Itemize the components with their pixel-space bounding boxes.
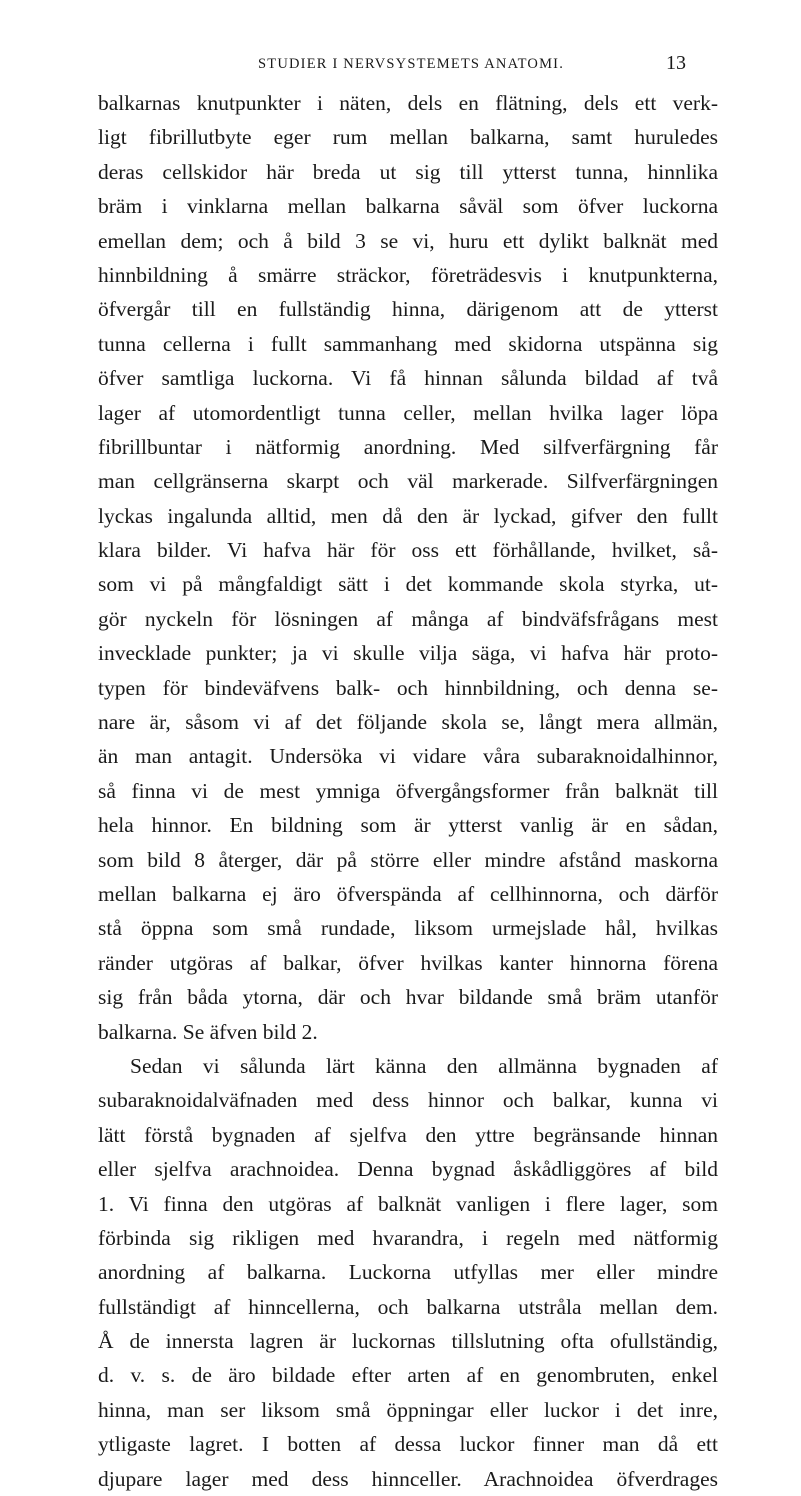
text-line: djupare lager med dess hinnceller. Arachnoidea öfverdrages [98, 1466, 718, 1491]
text-line: fullständigt af hinncellerna, och balkarna utstråla mellan dem. [98, 1294, 718, 1319]
text-line: hinnbildning å smärre sträckor, företrädesvis i knutpunkterna, [98, 262, 718, 287]
text-line: invecklade punkter; ja vi skulle vilja säga, vi hafva här proto- [98, 641, 718, 666]
text-line: stå öppna som små rundade, liksom urmejslade hål, hvilkas [98, 916, 718, 941]
text-line: fibrillbuntar i nätformig anordning. Med silfverfärgning får [98, 434, 718, 459]
text-line: typen för bindeväfvens balk- och hinnbildning, och denna se- [98, 675, 718, 700]
body-text [98, 86, 718, 1496]
text-line: balkarna. Se äfven bild 2. [98, 1019, 318, 1044]
text-line: ligt fibrillutbyte eger rum mellan balkarna, samt huruledes [98, 125, 718, 150]
text-line: man cellgränserna skarpt och väl markerade. Silfverfärgningen [98, 469, 718, 494]
text-line: 1. Vi finna den utgöras af balknät vanligen i flere lager, som [98, 1191, 718, 1216]
text-line: öfver samtliga luckorna. Vi få hinnan sålunda bildad af två [98, 366, 718, 391]
text-line: hela hinnor. En bildning som är ytterst vanlig är en sådan, [98, 813, 718, 838]
text-line: gör nyckeln för lösningen af många af bindväfsfrågans mest [98, 606, 718, 631]
text-line: ränder utgöras af balkar, öfver hvilkas kanter hinnorna förena [98, 950, 718, 975]
text-line: anordning af balkarna. Luckorna utfyllas mer eller mindre [98, 1260, 718, 1285]
text-line: Å de innersta lagren är luckornas tillslutning ofta ofullständig, [98, 1329, 718, 1354]
page-number: 13 [666, 52, 686, 74]
text-line: ytligaste lagret. I botten af dessa luckor finner man då ett [98, 1432, 718, 1457]
text-line: d. v. s. de äro bildade efter arten af en genombruten, enkel [98, 1363, 718, 1388]
text-line: så finna vi de mest ymniga öfvergångsformer från balknät till [98, 778, 718, 803]
text-line: lyckas ingalunda alltid, men då den är lyckad, gifver den fullt [98, 503, 718, 528]
running-title: STUDIER I NERVSYSTEMETS ANATOMI. [258, 56, 565, 72]
text-line: som vi på mångfaldigt sätt i det kommande skola styrka, ut- [98, 572, 718, 597]
text-line: deras cellskidor här breda ut sig till ytterst tunna, hinnlika [98, 159, 718, 184]
text-line: än man antagit. Undersöka vi vidare våra subaraknoidalhinnor, [98, 744, 718, 769]
text-line: eller sjelfva arachnoidea. Denna bygnad åskådliggöres af bild [98, 1157, 718, 1182]
text-line: balkarnas knutpunkter i näten, dels en flätning, dels ett verk- [98, 91, 718, 115]
text-line: lätt förstå bygnaden af sjelfva den yttre begränsande hinnan [98, 1122, 718, 1147]
text-line: som bild 8 återger, där på större eller mindre afstånd maskorna [98, 847, 718, 872]
text-line: emellan dem; och å bild 3 se vi, huru ett dylikt balknät med [98, 228, 718, 253]
running-head [0, 52, 801, 80]
text-line: nare är, såsom vi af det följande skola se, långt mera allmän, [98, 710, 718, 735]
text-line: mellan balkarna ej äro öfverspända af cellhinnorna, och därför [98, 881, 718, 906]
text-line: sig från båda ytorna, där och hvar bildande små bräm utanför [98, 985, 718, 1010]
text-line: subaraknoidalväfnaden med dess hinnor och balkar, kunna vi [98, 1088, 718, 1113]
text-line: hinna, man ser liksom små öppningar eller luckor i det inre, [98, 1397, 718, 1422]
text-line: lager af utomordentligt tunna celler, mellan hvilka lager löpa [98, 400, 718, 425]
text-line: förbinda sig rikligen med hvarandra, i regeln med nätformig [98, 1225, 718, 1250]
text-line: bräm i vinklarna mellan balkarna såväl som öfver luckorna [98, 194, 718, 219]
text-line: klara bilder. Vi hafva här för oss ett förhållande, hvilket, så- [98, 538, 718, 563]
text-line: öfvergår till en fullständig hinna, därigenom att de ytterst [98, 297, 718, 322]
text-line: Sedan vi sålunda lärt känna den allmänna bygnaden af [130, 1053, 718, 1078]
text-line: tunna cellerna i fullt sammanhang med skidorna utspänna sig [98, 331, 718, 356]
